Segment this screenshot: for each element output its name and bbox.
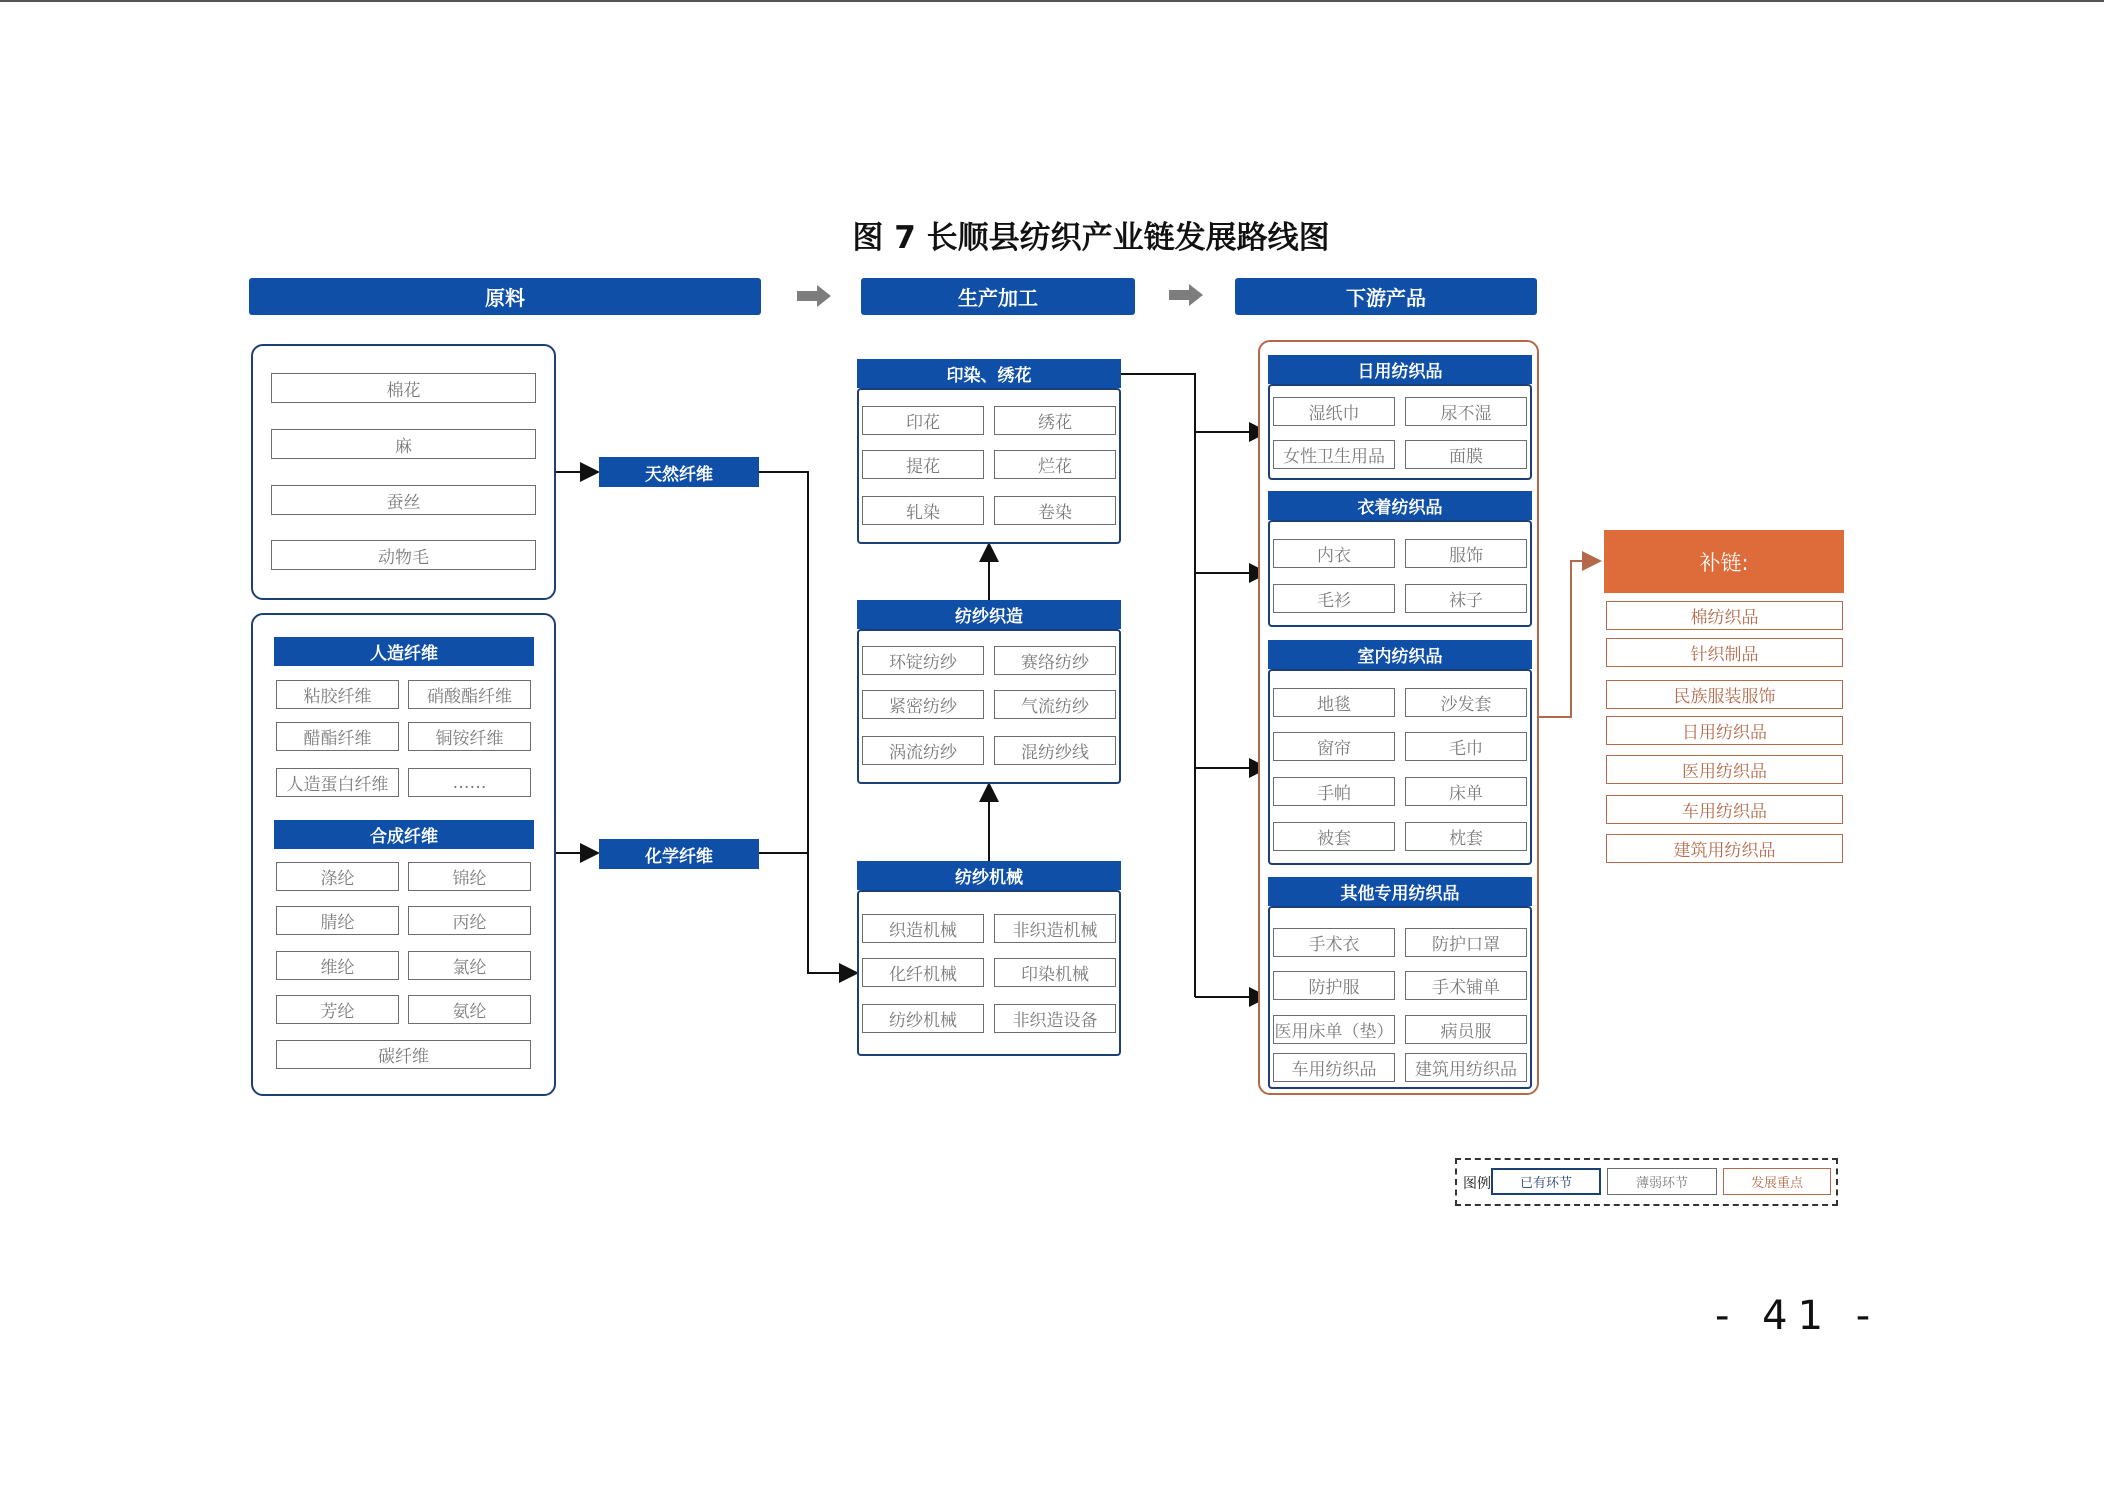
- dyeing-title: 印染、绣花: [857, 359, 1121, 388]
- raw-item: 麻: [271, 429, 536, 459]
- product-item: 毛衫: [1273, 584, 1395, 613]
- raw-item: ……: [408, 768, 531, 797]
- raw-item: 棉花: [271, 373, 536, 403]
- product-item: 手术衣: [1273, 928, 1395, 957]
- process-item: 化纤机械: [862, 958, 984, 987]
- raw-item: 氨纶: [408, 995, 531, 1024]
- process-item: 非织造机械: [994, 914, 1116, 943]
- raw-item: 醋酯纤维: [276, 722, 399, 751]
- product-item: 病员服: [1405, 1015, 1527, 1044]
- diagram-title: 图 7 长顺县纺织产业链发展路线图: [852, 220, 1330, 256]
- raw-item: 粘胶纤维: [276, 680, 399, 709]
- product-item: 湿纸巾: [1273, 397, 1395, 426]
- header-raw: 原料: [249, 278, 761, 315]
- process-item: 环锭纺纱: [862, 646, 984, 675]
- product-item: 窗帘: [1273, 732, 1395, 761]
- legend-label: 图例: [1463, 1176, 1491, 1192]
- raw-item: 人造蛋白纤维: [276, 768, 399, 797]
- legend: [1455, 1158, 1838, 1206]
- process-item: 混纺纱线: [994, 736, 1116, 765]
- product-item: 尿不湿: [1405, 397, 1527, 426]
- supplement-title: 补链:: [1604, 530, 1844, 593]
- process-item: 印染机械: [994, 958, 1116, 987]
- spinning-title: 纺纱织造: [857, 600, 1121, 629]
- clothing-title: 衣着纺织品: [1268, 491, 1532, 520]
- natural-fiber-label: 天然纤维: [599, 457, 759, 487]
- raw-item: 蚕丝: [271, 485, 536, 515]
- raw-item: 丙纶: [408, 906, 531, 935]
- process-item: 绣花: [994, 406, 1116, 435]
- product-item: 毛巾: [1405, 732, 1527, 761]
- product-item: 袜子: [1405, 584, 1527, 613]
- legend-focus: 发展重点: [1723, 1168, 1831, 1195]
- product-item: 手术铺单: [1405, 971, 1527, 1000]
- raw-item: 硝酸酯纤维: [408, 680, 531, 709]
- product-item: 地毯: [1273, 688, 1395, 717]
- product-item: 服饰: [1405, 539, 1527, 568]
- product-item: 手帕: [1273, 777, 1395, 806]
- process-item: 提花: [862, 450, 984, 479]
- arrow-right-icon: [1169, 284, 1203, 306]
- process-item: 涡流纺纱: [862, 736, 984, 765]
- raw-item: 锦纶: [408, 862, 531, 891]
- header-processing: 生产加工: [861, 278, 1135, 315]
- process-item: 纺纱机械: [862, 1004, 984, 1033]
- product-item: 面膜: [1405, 440, 1527, 469]
- page-number: - 41 -: [1715, 1293, 1881, 1339]
- raw-item: 铜铵纤维: [408, 722, 531, 751]
- machinery-title: 纺纱机械: [857, 861, 1121, 890]
- supplement-item: 医用纺织品: [1606, 755, 1843, 784]
- supplement-item: 棉纺织品: [1606, 601, 1843, 630]
- product-item: 沙发套: [1405, 688, 1527, 717]
- process-item: 赛络纺纱: [994, 646, 1116, 675]
- raw-item: 维纶: [276, 951, 399, 980]
- raw-item: 芳纶: [276, 995, 399, 1024]
- process-item: 印花: [862, 406, 984, 435]
- synthetic-fiber-title: 合成纤维: [274, 820, 534, 849]
- process-item: 烂花: [994, 450, 1116, 479]
- product-item: 车用纺织品: [1273, 1053, 1395, 1082]
- supplement-item: 民族服装服饰: [1606, 680, 1843, 709]
- supplement-item: 针织制品: [1606, 638, 1843, 667]
- process-item: 卷染: [994, 496, 1116, 525]
- header-downstream: 下游产品: [1235, 278, 1537, 315]
- daily-title: 日用纺织品: [1268, 355, 1532, 384]
- process-item: 轧染: [862, 496, 984, 525]
- product-item: 医用床单（垫）: [1273, 1015, 1395, 1044]
- supplement-item: 车用纺织品: [1606, 795, 1843, 824]
- supplement-item: 建筑用纺织品: [1606, 834, 1843, 863]
- raw-item: 氯纶: [408, 951, 531, 980]
- raw-item: 碳纤维: [276, 1040, 531, 1069]
- indoor-title: 室内纺织品: [1268, 640, 1532, 669]
- process-item: 紧密纺纱: [862, 690, 984, 719]
- arrow-right-icon: [797, 285, 831, 307]
- product-item: 防护口罩: [1405, 928, 1527, 957]
- artificial-fiber-title: 人造纤维: [274, 637, 534, 666]
- special-title: 其他专用纺织品: [1268, 877, 1532, 906]
- chemical-fiber-label: 化学纤维: [599, 839, 759, 869]
- supplement-item: 日用纺织品: [1606, 716, 1843, 745]
- product-item: 内衣: [1273, 539, 1395, 568]
- top-rule: [0, 0, 2104, 2]
- process-item: 织造机械: [862, 914, 984, 943]
- raw-item: 腈纶: [276, 906, 399, 935]
- legend-weak: 薄弱环节: [1607, 1168, 1717, 1195]
- product-item: 建筑用纺织品: [1405, 1053, 1527, 1082]
- product-item: 女性卫生用品: [1273, 440, 1395, 469]
- product-item: 枕套: [1405, 822, 1527, 851]
- raw-item: 动物毛: [271, 540, 536, 570]
- process-item: 气流纺纱: [994, 690, 1116, 719]
- product-item: 床单: [1405, 777, 1527, 806]
- product-item: 被套: [1273, 822, 1395, 851]
- raw-item: 涤纶: [276, 862, 399, 891]
- legend-existing: 已有环节: [1491, 1168, 1601, 1195]
- process-item: 非织造设备: [994, 1004, 1116, 1033]
- product-item: 防护服: [1273, 971, 1395, 1000]
